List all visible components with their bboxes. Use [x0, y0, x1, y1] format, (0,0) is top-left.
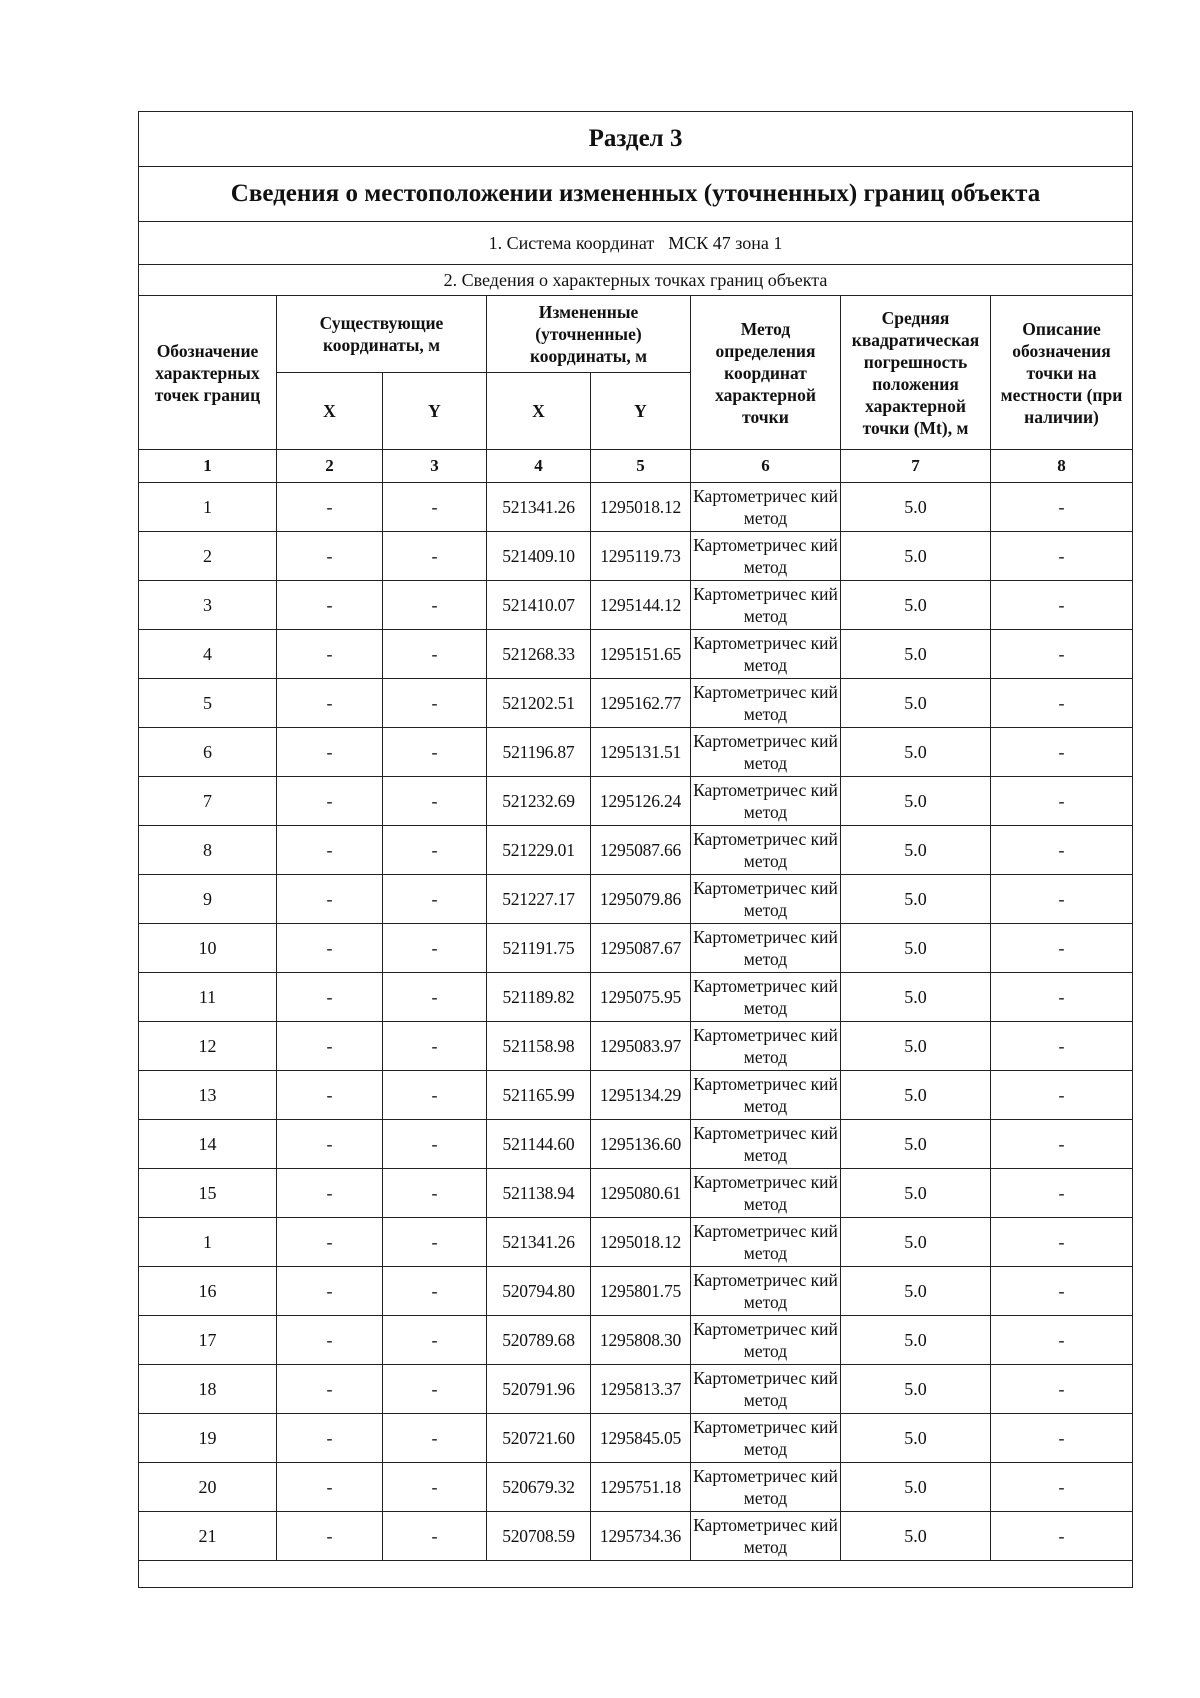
description-cell: - [991, 1022, 1133, 1071]
changed-x-cell: 520794.80 [487, 1267, 591, 1316]
table-row [139, 1414, 1133, 1463]
table-row [139, 924, 1133, 973]
mean-error-cell: 5.0 [841, 1120, 991, 1169]
changed-x-cell: 520721.60 [487, 1414, 591, 1463]
point-id-cell: 5 [139, 679, 277, 728]
table-row [139, 581, 1133, 630]
method-cell: Картометричес кий метод [691, 1071, 841, 1120]
changed-x-cell: 521232.69 [487, 777, 591, 826]
point-id-cell: 3 [139, 581, 277, 630]
description-cell: - [991, 728, 1133, 777]
changed-y-cell: 1295126.24 [591, 777, 691, 826]
table-row [139, 1463, 1133, 1512]
changed-x-cell: 521229.01 [487, 826, 591, 875]
existing-x-cell: - [277, 1463, 383, 1512]
mean-error-cell: 5.0 [841, 581, 991, 630]
changed-y-cell: 1295087.67 [591, 924, 691, 973]
mean-error-cell: 5.0 [841, 924, 991, 973]
coord-system-label: 1. Система координат [488, 232, 655, 253]
existing-x-cell: - [277, 1365, 383, 1414]
table-row [139, 1512, 1133, 1561]
method-cell: Картометричес кий метод [691, 483, 841, 532]
method-cell: Картометричес кий метод [691, 581, 841, 630]
table-row [139, 1071, 1133, 1120]
point-id-cell: 13 [139, 1071, 277, 1120]
table-row [139, 973, 1133, 1022]
existing-x-cell: - [277, 1267, 383, 1316]
changed-y-cell: 1295087.66 [591, 826, 691, 875]
point-id-cell: 14 [139, 1120, 277, 1169]
point-id-cell: 18 [139, 1365, 277, 1414]
existing-x-cell: - [277, 679, 383, 728]
header-changed-y: Y [591, 373, 691, 450]
existing-y-cell: - [383, 1169, 487, 1218]
mean-error-cell: 5.0 [841, 1365, 991, 1414]
existing-x-cell: - [277, 875, 383, 924]
changed-x-cell: 521165.99 [487, 1071, 591, 1120]
mean-error-cell: 5.0 [841, 1267, 991, 1316]
changed-y-cell: 1295131.51 [591, 728, 691, 777]
existing-x-cell: - [277, 1218, 383, 1267]
mean-error-cell: 5.0 [841, 1512, 991, 1561]
point-id-cell: 16 [139, 1267, 277, 1316]
table-footer-row [139, 1561, 1133, 1588]
point-id-cell: 15 [139, 1169, 277, 1218]
point-id-cell: 21 [139, 1512, 277, 1561]
boundary-points-table [138, 111, 1133, 1588]
mean-error-cell: 5.0 [841, 1071, 991, 1120]
method-cell: Картометричес кий метод [691, 532, 841, 581]
method-cell: Картометричес кий метод [691, 1218, 841, 1267]
existing-x-cell: - [277, 826, 383, 875]
mean-error-cell: 5.0 [841, 728, 991, 777]
method-cell: Картометричес кий метод [691, 1022, 841, 1071]
description-cell: - [991, 1120, 1133, 1169]
changed-y-cell: 1295018.12 [591, 483, 691, 532]
mean-error-cell: 5.0 [841, 777, 991, 826]
existing-x-cell: - [277, 924, 383, 973]
changed-x-cell: 520791.96 [487, 1365, 591, 1414]
header-existing-x: X [277, 373, 383, 450]
changed-y-cell: 1295801.75 [591, 1267, 691, 1316]
mean-error-cell: 5.0 [841, 1316, 991, 1365]
method-cell: Картометричес кий метод [691, 1316, 841, 1365]
table-row [139, 1267, 1133, 1316]
method-cell: Картометричес кий метод [691, 1169, 841, 1218]
description-cell: - [991, 777, 1133, 826]
method-cell: Картометричес кий метод [691, 679, 841, 728]
header-method: Метод определения координат характерной точки [691, 296, 841, 450]
method-cell: Картометричес кий метод [691, 924, 841, 973]
mean-error-cell: 5.0 [841, 1218, 991, 1267]
method-cell: Картометричес кий метод [691, 875, 841, 924]
table-row [139, 630, 1133, 679]
header-changed-x: X [487, 373, 591, 450]
column-number-row [139, 450, 1133, 483]
existing-y-cell: - [383, 679, 487, 728]
column-number: 3 [383, 450, 487, 483]
description-cell: - [991, 1218, 1133, 1267]
existing-y-cell: - [383, 1120, 487, 1169]
existing-y-cell: - [383, 483, 487, 532]
mean-error-cell: 5.0 [841, 973, 991, 1022]
point-id-cell: 20 [139, 1463, 277, 1512]
changed-x-cell: 521196.87 [487, 728, 591, 777]
table-row [139, 826, 1133, 875]
mean-error-cell: 5.0 [841, 826, 991, 875]
column-number: 1 [139, 450, 277, 483]
description-cell: - [991, 581, 1133, 630]
existing-y-cell: - [383, 1365, 487, 1414]
changed-y-cell: 1295075.95 [591, 973, 691, 1022]
description-cell: - [991, 679, 1133, 728]
empty-footer-cell [139, 1561, 1133, 1588]
existing-x-cell: - [277, 1169, 383, 1218]
changed-x-cell: 521138.94 [487, 1169, 591, 1218]
table-row [139, 679, 1133, 728]
header-changed-coords: Измененные (уточненные) координаты, м [487, 296, 691, 373]
existing-y-cell: - [383, 875, 487, 924]
changed-x-cell: 521341.26 [487, 483, 591, 532]
point-id-cell: 11 [139, 973, 277, 1022]
changed-x-cell: 521227.17 [487, 875, 591, 924]
existing-y-cell: - [383, 924, 487, 973]
point-id-cell: 9 [139, 875, 277, 924]
description-cell: - [991, 1169, 1133, 1218]
method-cell: Картометричес кий метод [691, 1414, 841, 1463]
point-id-cell: 1 [139, 483, 277, 532]
method-cell: Картометричес кий метод [691, 973, 841, 1022]
mean-error-cell: 5.0 [841, 532, 991, 581]
changed-x-cell: 521410.07 [487, 581, 591, 630]
description-cell: - [991, 630, 1133, 679]
existing-y-cell: - [383, 1022, 487, 1071]
existing-y-cell: - [383, 1316, 487, 1365]
table-row [139, 1169, 1133, 1218]
method-cell: Картометричес кий метод [691, 1120, 841, 1169]
point-id-cell: 10 [139, 924, 277, 973]
mean-error-cell: 5.0 [841, 875, 991, 924]
column-number: 4 [487, 450, 591, 483]
description-cell: - [991, 1463, 1133, 1512]
point-id-cell: 4 [139, 630, 277, 679]
changed-y-cell: 1295136.60 [591, 1120, 691, 1169]
table-row [139, 777, 1133, 826]
table-row [139, 1316, 1133, 1365]
existing-x-cell: - [277, 1022, 383, 1071]
changed-y-cell: 1295018.12 [591, 1218, 691, 1267]
existing-y-cell: - [383, 630, 487, 679]
changed-y-cell: 1295162.77 [591, 679, 691, 728]
method-cell: Картометричес кий метод [691, 777, 841, 826]
changed-y-cell: 1295845.05 [591, 1414, 691, 1463]
header-description: Описание обозначения точки на местности (при наличии) [991, 296, 1133, 450]
mean-error-cell: 5.0 [841, 679, 991, 728]
existing-y-cell: - [383, 1267, 487, 1316]
description-cell: - [991, 826, 1133, 875]
changed-x-cell: 520679.32 [487, 1463, 591, 1512]
table-row [139, 1218, 1133, 1267]
page-title: Сведения о местоположении измененных (уточненных) границ объекта [139, 167, 1133, 222]
changed-y-cell: 1295751.18 [591, 1463, 691, 1512]
description-cell: - [991, 1365, 1133, 1414]
changed-x-cell: 521202.51 [487, 679, 591, 728]
description-cell: - [991, 1316, 1133, 1365]
point-id-cell: 6 [139, 728, 277, 777]
changed-x-cell: 521341.26 [487, 1218, 591, 1267]
column-number: 8 [991, 450, 1133, 483]
changed-x-cell: 521189.82 [487, 973, 591, 1022]
point-id-cell: 19 [139, 1414, 277, 1463]
changed-y-cell: 1295134.29 [591, 1071, 691, 1120]
description-cell: - [991, 1267, 1133, 1316]
description-cell: - [991, 924, 1133, 973]
existing-y-cell: - [383, 581, 487, 630]
coord-system-value: МСК 47 зона 1 [668, 232, 783, 253]
method-cell: Картометричес кий метод [691, 1365, 841, 1414]
column-number: 6 [691, 450, 841, 483]
changed-x-cell: 521144.60 [487, 1120, 591, 1169]
header-existing-coords: Существующие координаты, м [277, 296, 487, 373]
changed-y-cell: 1295151.65 [591, 630, 691, 679]
description-cell: - [991, 1512, 1133, 1561]
column-number: 7 [841, 450, 991, 483]
mean-error-cell: 5.0 [841, 1463, 991, 1512]
description-cell: - [991, 1071, 1133, 1120]
existing-y-cell: - [383, 1218, 487, 1267]
method-cell: Картометричес кий метод [691, 826, 841, 875]
column-number: 2 [277, 450, 383, 483]
changed-x-cell: 521158.98 [487, 1022, 591, 1071]
mean-error-cell: 5.0 [841, 1169, 991, 1218]
changed-y-cell: 1295080.61 [591, 1169, 691, 1218]
existing-x-cell: - [277, 1316, 383, 1365]
existing-y-cell: - [383, 532, 487, 581]
method-cell: Картометричес кий метод [691, 1463, 841, 1512]
point-id-cell: 12 [139, 1022, 277, 1071]
column-number: 5 [591, 450, 691, 483]
table-row [139, 483, 1133, 532]
description-cell: - [991, 483, 1133, 532]
existing-x-cell: - [277, 581, 383, 630]
changed-y-cell: 1295808.30 [591, 1316, 691, 1365]
existing-x-cell: - [277, 777, 383, 826]
existing-x-cell: - [277, 1071, 383, 1120]
existing-y-cell: - [383, 728, 487, 777]
coord-system-line [139, 222, 1133, 265]
changed-y-cell: 1295079.86 [591, 875, 691, 924]
existing-y-cell: - [383, 1512, 487, 1561]
table-row [139, 728, 1133, 777]
point-id-cell: 8 [139, 826, 277, 875]
existing-x-cell: - [277, 973, 383, 1022]
existing-x-cell: - [277, 728, 383, 777]
description-cell: - [991, 973, 1133, 1022]
existing-y-cell: - [383, 1071, 487, 1120]
existing-y-cell: - [383, 1414, 487, 1463]
table-row [139, 1120, 1133, 1169]
mean-error-cell: 5.0 [841, 1022, 991, 1071]
mean-error-cell: 5.0 [841, 630, 991, 679]
table-row [139, 875, 1133, 924]
changed-x-cell: 520708.59 [487, 1512, 591, 1561]
table-row [139, 532, 1133, 581]
section-title: Раздел 3 [139, 112, 1133, 167]
changed-x-cell: 521409.10 [487, 532, 591, 581]
existing-x-cell: - [277, 483, 383, 532]
changed-y-cell: 1295813.37 [591, 1365, 691, 1414]
changed-y-cell: 1295083.97 [591, 1022, 691, 1071]
header-existing-y: Y [383, 373, 487, 450]
existing-x-cell: - [277, 630, 383, 679]
description-cell: - [991, 532, 1133, 581]
point-id-cell: 1 [139, 1218, 277, 1267]
changed-y-cell: 1295734.36 [591, 1512, 691, 1561]
description-cell: - [991, 875, 1133, 924]
method-cell: Картометричес кий метод [691, 728, 841, 777]
points-caption: 2. Сведения о характерных точках границ объекта [139, 265, 1133, 296]
changed-x-cell: 521191.75 [487, 924, 591, 973]
point-id-cell: 7 [139, 777, 277, 826]
mean-error-cell: 5.0 [841, 483, 991, 532]
table-row [139, 1022, 1133, 1071]
method-cell: Картометричес кий метод [691, 1267, 841, 1316]
point-id-cell: 2 [139, 532, 277, 581]
table-row [139, 1365, 1133, 1414]
changed-y-cell: 1295144.12 [591, 581, 691, 630]
existing-x-cell: - [277, 532, 383, 581]
header-designation: Обозначение характерных точек границ [139, 296, 277, 450]
document-sheet [138, 111, 1132, 1588]
existing-x-cell: - [277, 1120, 383, 1169]
existing-y-cell: - [383, 777, 487, 826]
existing-x-cell: - [277, 1512, 383, 1561]
description-cell: - [991, 1414, 1133, 1463]
method-cell: Картометричес кий метод [691, 1512, 841, 1561]
existing-y-cell: - [383, 1463, 487, 1512]
existing-y-cell: - [383, 973, 487, 1022]
changed-x-cell: 521268.33 [487, 630, 591, 679]
point-id-cell: 17 [139, 1316, 277, 1365]
changed-y-cell: 1295119.73 [591, 532, 691, 581]
changed-x-cell: 520789.68 [487, 1316, 591, 1365]
header-mean-error: Средняя квадратическая погрешность положения характерной точки (Mt), м [841, 296, 991, 450]
existing-x-cell: - [277, 1414, 383, 1463]
mean-error-cell: 5.0 [841, 1414, 991, 1463]
existing-y-cell: - [383, 826, 487, 875]
method-cell: Картометричес кий метод [691, 630, 841, 679]
